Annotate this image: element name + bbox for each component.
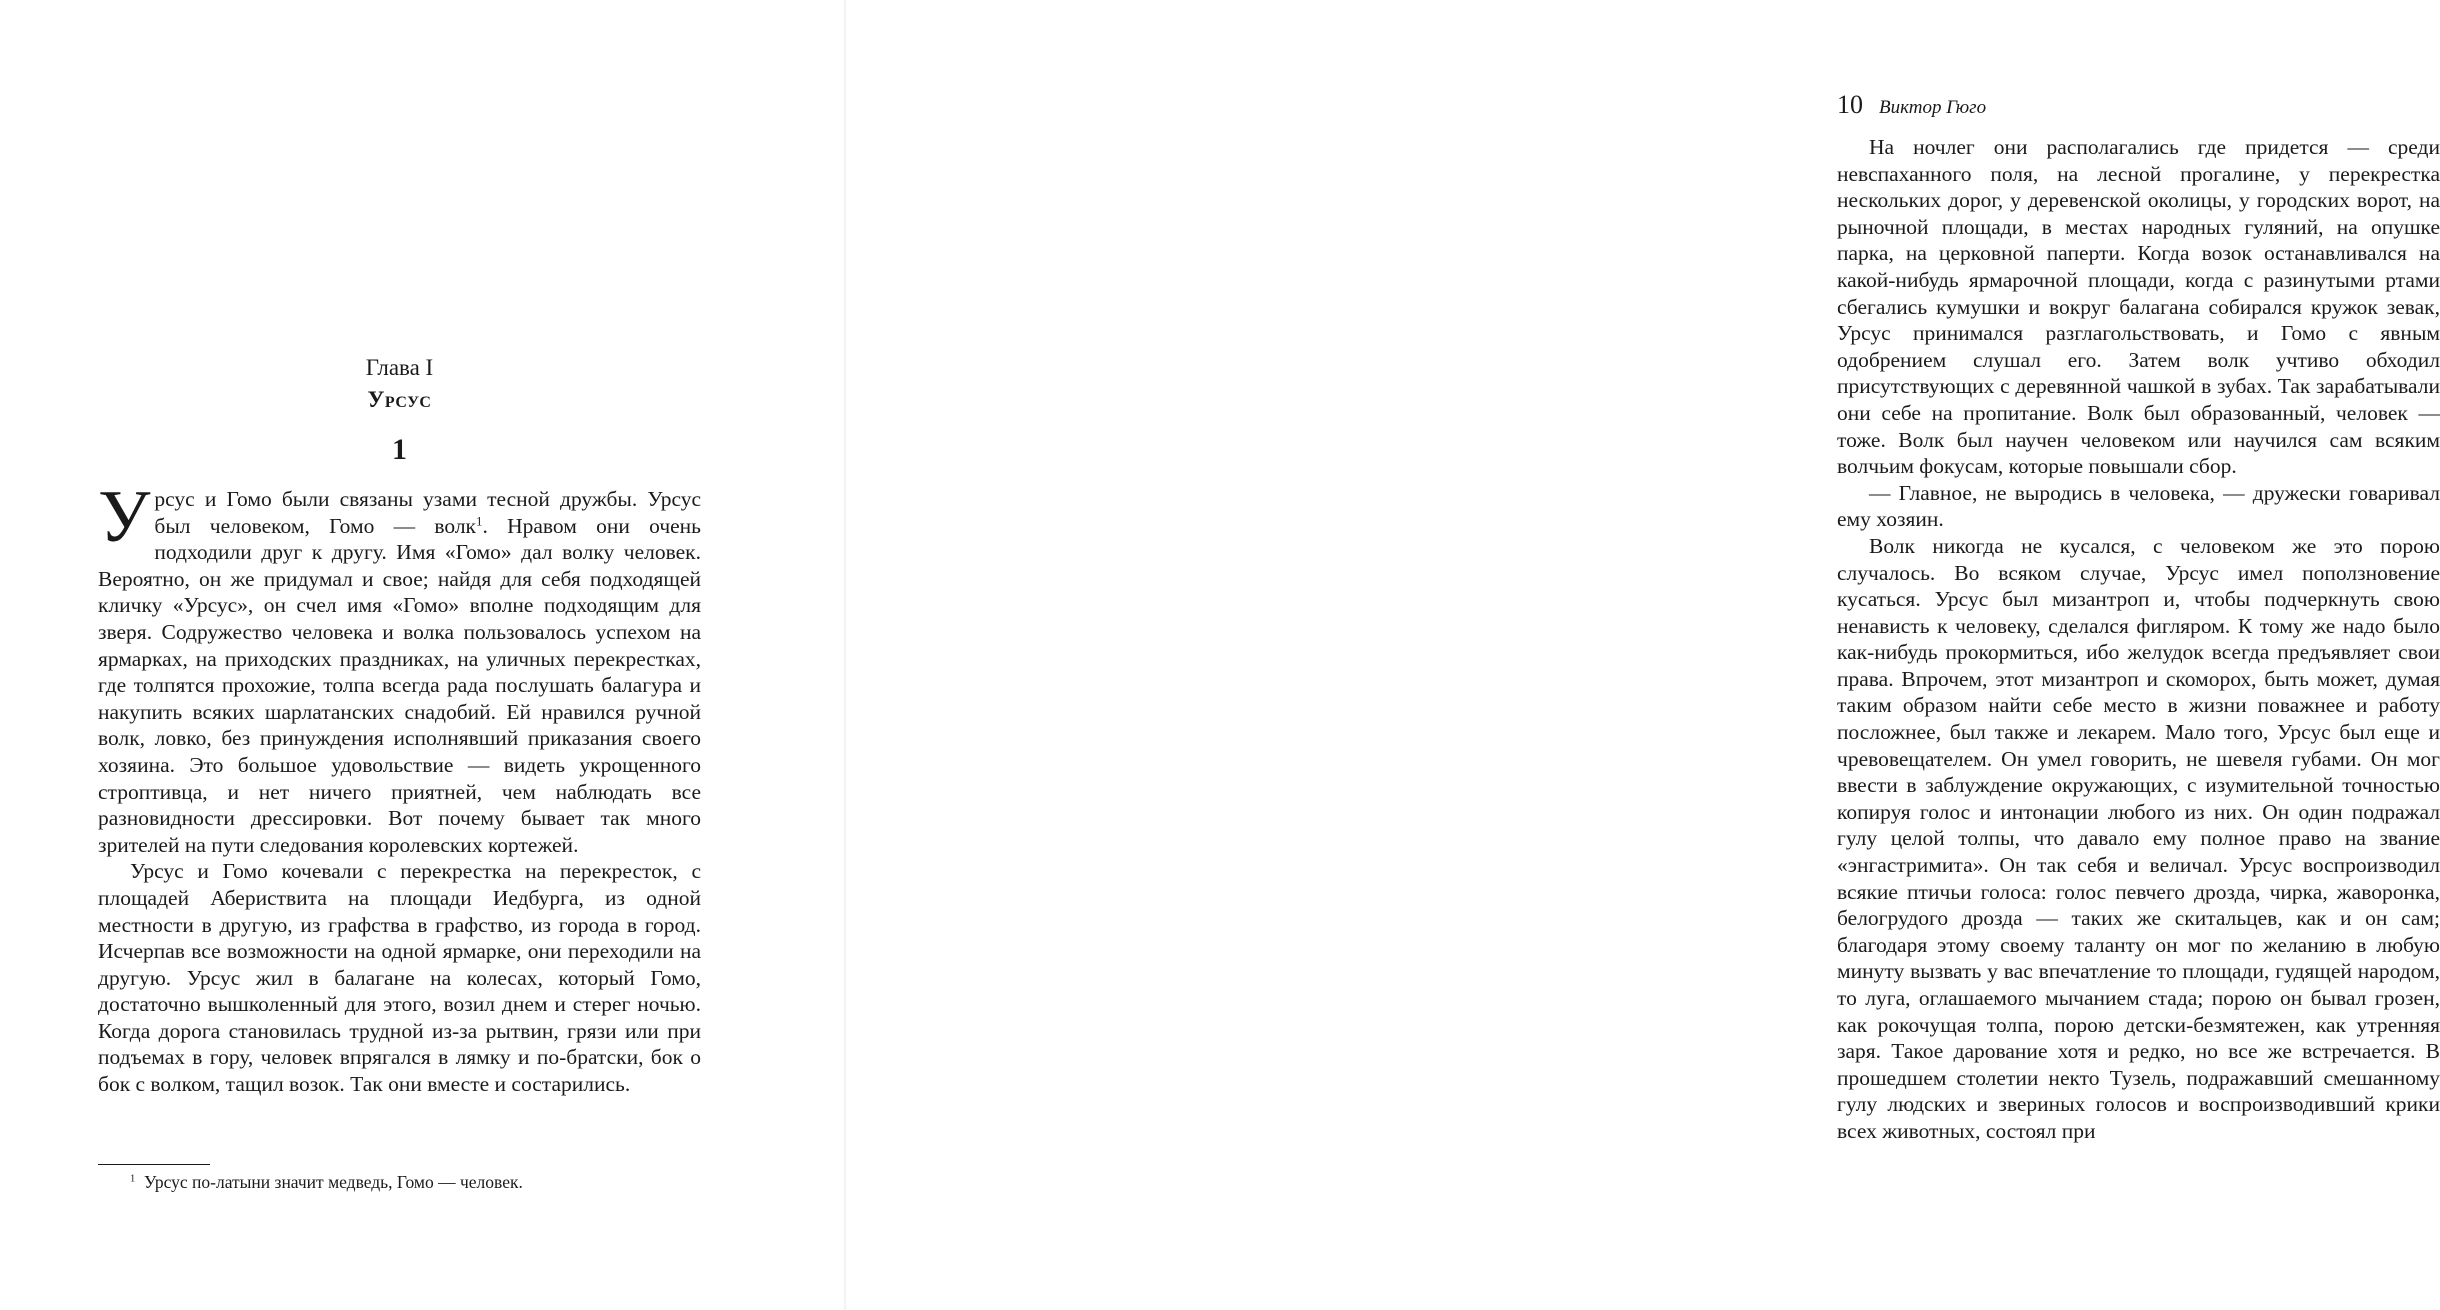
left-body-text — [98, 476, 701, 1098]
right-paragraph-2: — Главное, не выродись в человека, — дружески говаривал ему хозяин. — [1837, 480, 2440, 532]
drop-cap: У — [98, 476, 151, 558]
footnote — [130, 1171, 690, 1193]
left-paragraph-2: Урсус и Гомо кочевали с перекрестка на перекресток, с площадей Абериствита на площади Иедбурга, из одной местности в другую, из графства в графство, из города в город. Исчерпав все возможности на одной ярмарке, они переходили на другую. Урсус жил в балагане на колесах, который Гомо, достаточно вышколенный для этого, возил днем и стерег ночью. Когда дорога становилась трудной из-за рытвин, грязи или при подъемах в гору, человек впрягался в лямку и по-братски, бок о бок с волком, тащил возок. Так они вместе и состарились. — [98, 859, 701, 1097]
footnote-text: Урсус по-латыни значит медведь, Гомо — человек. — [144, 1172, 523, 1192]
left-paragraph-1-text: рсус и Гомо были связаны узами тесной дружбы. Урсус был человеком, Гомо — волк — [154, 487, 701, 538]
footnote-reference: 1 — [476, 513, 483, 528]
right-paragraph-3: Волк никогда не кусался, с человеком же это порою случалось. Во всяком случае, Урсус имел поползновение кусаться. Урсус был мизантроп и, чтобы подчеркнуть свою ненависть к человеку, сделался фигляром. К тому же надо было как-нибудь прокормиться, ибо желудок всегда предъявляет свои права. Впрочем, этот мизантроп и скоморох, быть может, думая таким образом найти себе место в жизни поважнее и работу посложнее, был также и лекарем. Мало того, Урсус был еще и чревовещателем. Он умел говорить, не шевеля губами. Он мог ввести в заблуждение окружающих, с изумительной точностью копируя голос и интонации любого из них. Он один подражал гулу целой толпы, что давало ему полное право на звание «энгастримита». Он так себя и величал. Урсус воспроизводил всякие птичьи голоса: голос певчего дрозда, чирка, жаворонка, белогрудого дрозда — таких же скитальцев, как и он сам; благодаря этому своему таланту он мог по желанию в любую минуту вызвать у вас впечатление то площади, гудящей народом, то луга, оглашаемого мычанием стада; порою он бывал грозен, как рокочущая толпа, порою детски-безмятежен, как утренняя заря. Такое дарование хотя и редко, но все же встречается. В прошедшем столетии некто Тузель, подражавший смешанному гулу людских и звериных голосов и воспроизводивший крики всех животных, состоял при — [1837, 533, 2440, 1143]
left-paragraph-1 — [98, 476, 701, 858]
left-paragraph-1-continuation: . Нравом они очень подходили друг к другу. Имя «Гомо» дал волку человек. Вероятно, он же придумал и свое; найдя для себя подходящей кличку «Урсус», он счел имя «Гомо» вполне подходящим для зверя. Содружество человека и волка пользовалось успехом на ярмарках, на приходских праздниках, на уличных перекрестках, где толпятся прохожие, толпа всегда рада послушать балагура и накупить всяких шарлатанских снадобий. Ей нравился ручной волк, ловко, без принуждения исполнявший приказания своего хозяина. Это большое удовольствие — видеть укрощенного строптивца, и нет ничего приятней, чем наблюдать все разновидности дрессировки. Вот почему бывает так много зрителей на пути следования королевских кортежей. — [98, 513, 701, 857]
running-title: Виктор Гюго — [1879, 97, 1987, 118]
chapter-title: Урсус — [367, 387, 432, 412]
right-page — [845, 0, 2440, 1310]
footnote-marker: 1 — [130, 1173, 136, 1185]
running-head — [1837, 88, 1986, 122]
left-page — [0, 0, 845, 1310]
right-body-text — [1837, 134, 2440, 1145]
section-number: 1 — [392, 433, 407, 466]
footnote-rule — [98, 1164, 210, 1165]
right-paragraph-1: На ночлег они располагались где придется — среди невспаханного поля, на лесной прогалине, у перекрестка нескольких дорог, у деревенской околицы, у городских ворот, на рыночной площади, в местах народных гуляний, на опушке парка, на церковной паперти. Когда возок останавливался на какой-нибудь ярмарочной площади, когда с разинутыми ртами сбегались кумушки и вокруг балагана собирался кружок зевак, Урсус принимался разглагольствовать, и Гомо с явным одобрением слушал его. Затем волк учтиво обходил присутствующих с деревянной чашкой в зубах. Так зарабатывали они себе на пропитание. Волк был образованный, человек — тоже. Волк был научен человеком или научился сам всяким волчьим фокусам, которые повышали сбор. — [1837, 135, 2440, 479]
chapter-label: Глава I — [365, 355, 434, 380]
page-number: 10 — [1837, 90, 1863, 119]
chapter-heading — [98, 352, 701, 470]
